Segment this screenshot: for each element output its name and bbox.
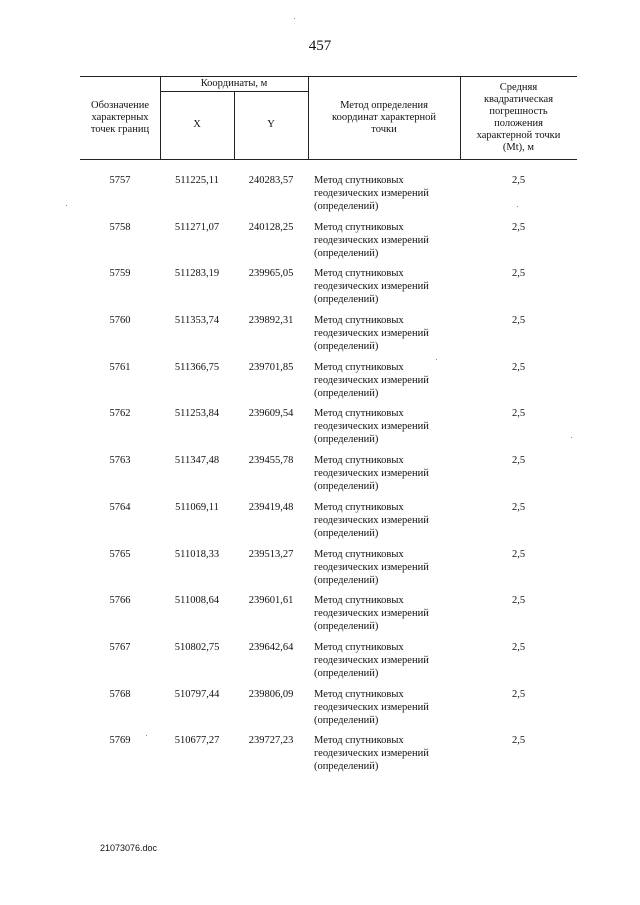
table-row bbox=[80, 594, 577, 641]
accuracy-cell: 2,5 bbox=[511, 735, 526, 747]
point-id: 5760 bbox=[109, 315, 131, 327]
coord-x: 511225,11 bbox=[175, 175, 219, 186]
point-id: 5768 bbox=[109, 688, 131, 700]
accuracy-cell: 2,5 bbox=[511, 501, 526, 513]
coord-y: 239642,64 bbox=[248, 641, 294, 653]
method-cell: Метод спутниковых геодезических измерений (определений) bbox=[314, 361, 429, 399]
table-row bbox=[80, 641, 577, 688]
scan-speck bbox=[146, 735, 147, 736]
coord-x: 510802,75 bbox=[174, 641, 220, 653]
accuracy-cell: 2,5 bbox=[511, 315, 526, 327]
method-cell: Метод спутниковых геодезических измерений (определений) bbox=[314, 315, 429, 353]
coord-y: 239513,27 bbox=[248, 548, 294, 560]
accuracy-cell: 2,5 bbox=[511, 175, 526, 186]
scan-speck bbox=[294, 18, 295, 19]
accuracy-cell: 2,5 bbox=[511, 641, 526, 653]
point-id: 5759 bbox=[109, 268, 131, 280]
scan-speck bbox=[517, 206, 518, 207]
accuracy-cell: 2,5 bbox=[511, 455, 526, 467]
method-cell: Метод спутниковых геодезических измерений (определений) bbox=[314, 455, 429, 493]
coord-y: 239727,23 bbox=[248, 735, 294, 747]
point-id: 5758 bbox=[109, 221, 131, 233]
accuracy-cell: 2,5 bbox=[511, 595, 526, 607]
accuracy-cell: 2,5 bbox=[511, 548, 526, 560]
method-cell: Метод спутниковых геодезических измерений (определений) bbox=[314, 595, 429, 633]
coord-y: 239701,85 bbox=[248, 361, 294, 373]
header-method: Метод определения координат характерной точки bbox=[332, 100, 436, 135]
table-row bbox=[80, 361, 577, 408]
point-id: 5761 bbox=[109, 361, 131, 373]
method-cell: Метод спутниковых геодезических измерений (определений) bbox=[314, 175, 429, 212]
table-row bbox=[80, 501, 577, 548]
coord-x: 511353,74 bbox=[174, 315, 220, 327]
coord-y: 240283,57 bbox=[248, 175, 294, 186]
point-id: 5766 bbox=[109, 595, 131, 607]
point-id: 5757 bbox=[109, 175, 131, 186]
method-cell: Метод спутниковых геодезических измерений (определений) bbox=[314, 641, 429, 679]
method-cell: Метод спутниковых геодезических измерений (определений) bbox=[314, 688, 429, 726]
table-row bbox=[80, 454, 577, 501]
scan-speck bbox=[66, 205, 67, 206]
point-id: 5767 bbox=[109, 641, 131, 653]
coord-x: 511366,75 bbox=[174, 361, 220, 373]
accuracy-cell: 2,5 bbox=[511, 361, 526, 373]
coord-x: 511253,84 bbox=[174, 408, 220, 420]
table-body bbox=[80, 174, 577, 781]
header-coordinates: Координаты, м bbox=[200, 78, 268, 89]
method-cell: Метод спутниковых геодезических измерений (определений) bbox=[314, 408, 429, 446]
table-row bbox=[80, 548, 577, 595]
point-id: 5763 bbox=[109, 455, 131, 467]
header-designation: Обозначение характерных точек границ bbox=[90, 100, 150, 135]
coord-y: 239609,54 bbox=[248, 408, 294, 420]
table-row bbox=[80, 221, 577, 268]
header-accuracy: Средняя квадратическая погрешность положения характерной точки (Mt), м bbox=[476, 82, 561, 153]
coord-y: 239601,61 bbox=[248, 595, 294, 607]
page-number: 457 bbox=[308, 38, 332, 54]
coord-x: 511008,64 bbox=[174, 595, 220, 607]
table-row bbox=[80, 174, 577, 221]
footer-filename: 21073076.doc bbox=[100, 843, 158, 853]
table-row bbox=[80, 267, 577, 314]
coord-x: 511271,07 bbox=[174, 221, 220, 233]
coord-x: 511069,11 bbox=[175, 501, 219, 513]
scan-speck bbox=[436, 359, 437, 360]
point-id: 5765 bbox=[109, 548, 131, 560]
table-row bbox=[80, 688, 577, 735]
method-cell: Метод спутниковых геодезических измерений (определений) bbox=[314, 501, 429, 539]
coord-x: 510677,27 bbox=[174, 735, 220, 747]
accuracy-cell: 2,5 bbox=[511, 268, 526, 280]
scan-speck bbox=[571, 437, 572, 438]
coord-x: 510797,44 bbox=[174, 688, 220, 700]
accuracy-cell: 2,5 bbox=[511, 221, 526, 233]
table-header bbox=[80, 76, 577, 160]
coord-x: 511018,33 bbox=[174, 548, 220, 560]
header-x: X bbox=[193, 119, 201, 130]
table-row bbox=[80, 407, 577, 454]
coord-x: 511283,19 bbox=[174, 268, 220, 280]
point-id: 5764 bbox=[109, 501, 131, 513]
coord-y: 239419,48 bbox=[248, 501, 294, 513]
table-row bbox=[80, 734, 577, 781]
accuracy-cell: 2,5 bbox=[511, 408, 526, 420]
coord-y: 239892,31 bbox=[248, 315, 294, 327]
coord-y: 239965,05 bbox=[248, 268, 294, 280]
accuracy-cell: 2,5 bbox=[511, 688, 526, 700]
header-y: Y bbox=[267, 119, 275, 130]
coord-y: 239455,78 bbox=[248, 455, 294, 467]
method-cell: Метод спутниковых геодезических измерений (определений) bbox=[314, 268, 429, 306]
point-id: 5762 bbox=[109, 408, 131, 420]
method-cell: Метод спутниковых геодезических измерений (определений) bbox=[314, 548, 429, 586]
table-row bbox=[80, 314, 577, 361]
coord-x: 511347,48 bbox=[174, 455, 220, 467]
method-cell: Метод спутниковых геодезических измерений (определений) bbox=[314, 221, 429, 259]
method-cell: Метод спутниковых геодезических измерений (определений) bbox=[314, 735, 429, 773]
point-id: 5769 bbox=[109, 735, 131, 747]
coord-y: 239806,09 bbox=[248, 688, 294, 700]
coord-y: 240128,25 bbox=[248, 221, 294, 233]
